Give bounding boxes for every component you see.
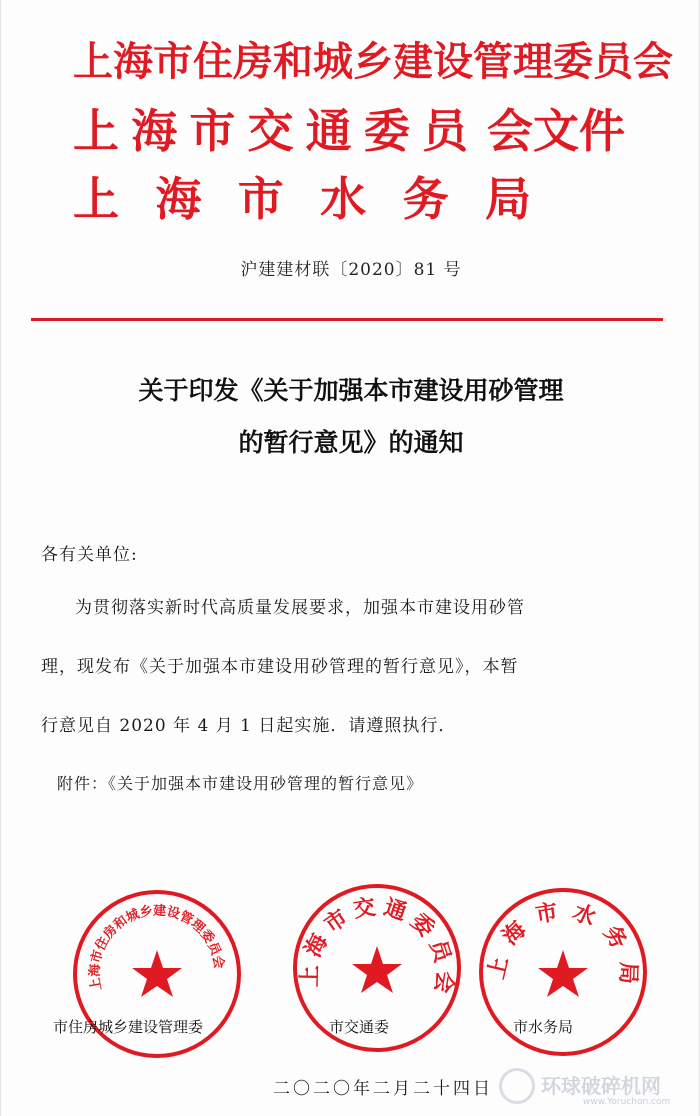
watermark-logo-icon [499, 1068, 535, 1104]
header-issuer-transport [73, 104, 625, 158]
svg-text:上海市交通委员会: 上海市交通委员会 [297, 894, 457, 1001]
header-issuer-housing: 上海市住房和城乡建设管理委员会 [73, 39, 673, 85]
star-icon [352, 946, 402, 993]
document-title-line2: 的暂行意见》的通知 [238, 428, 464, 457]
body-paragraph-line2: 理，现发布《关于加强本市建设用砂管理的暂行意见》，本暂 [41, 657, 519, 677]
signer-housing: 市住房城乡建设管理委 [53, 1018, 204, 1036]
body-paragraph-line3: 行意见自 2020 年 4 月 1 日起实施．请遵照执行． [41, 716, 457, 736]
salutation: 各有关单位: [41, 545, 138, 565]
signer-water: 市水务局 [513, 1018, 574, 1036]
issue-date: 二〇二〇年二月二十四日 [273, 1079, 493, 1099]
header-divider [31, 318, 663, 321]
watermark-name: 环球破碎机网 [541, 1074, 661, 1098]
header-transport-suffix: 会文件 [487, 104, 625, 158]
header-issuer-water: 上 海 市 水 务 局 [73, 172, 531, 226]
svg-text:上海市住房和城乡建设管理委员会: 上海市住房和城乡建设管理委员会 [87, 903, 227, 992]
header-transport-chars: 上 海 市 交 通 委 员 [73, 104, 468, 158]
star-icon [132, 950, 182, 997]
svg-text:上海市水务局: 上海市水务局 [484, 898, 641, 997]
star-icon [538, 950, 588, 997]
signer-transport: 市交通委 [329, 1018, 390, 1036]
watermark-url: www.Yoruchon.com [583, 1097, 671, 1107]
body-paragraph-line1: 为贯彻落实新时代高质量发展要求，加强本市建设用砂管 [75, 598, 525, 618]
attachment-note: 附件：《关于加强本市建设用砂管理的暂行意见》 [57, 774, 424, 793]
document-number: 沪建建材联〔2020〕81 号 [240, 260, 462, 280]
document-title-line1: 关于印发《关于加强本市建设用砂管理 [138, 376, 564, 405]
